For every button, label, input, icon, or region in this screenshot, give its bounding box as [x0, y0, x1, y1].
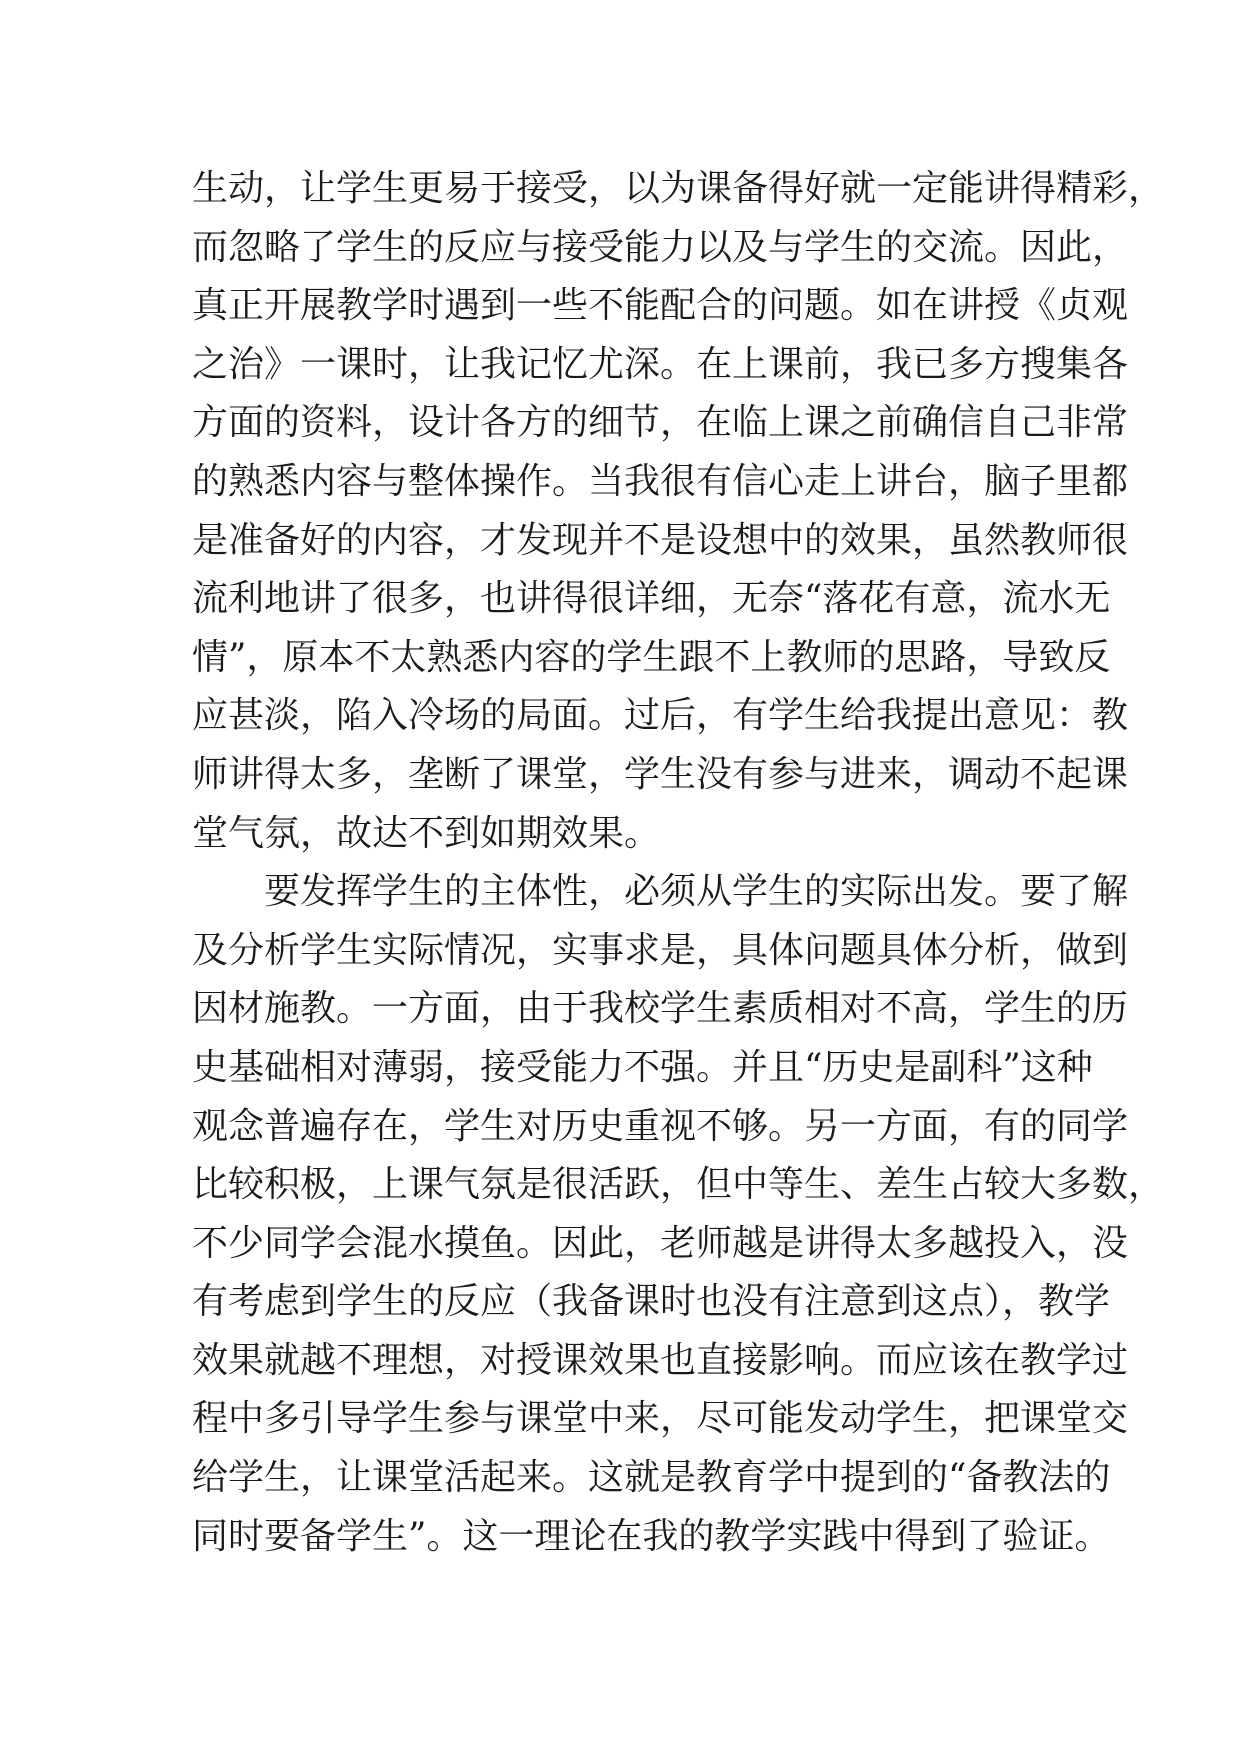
text-line: 师讲得太多，垄断了课堂，学生没有参与进来，调动不起课	[192, 753, 1129, 795]
text-line: 生动，让学生更易于接受，以为课备得好就一定能讲得精彩，	[192, 168, 1165, 209]
text-line: 之治》一课时，让我记忆尤深。在上课前，我已多方搜集各	[192, 343, 1129, 385]
text-line: 流利地讲了很多，也讲得很详细，无奈“落花有意，流水无	[192, 578, 1111, 620]
body-text	[192, 160, 1165, 1566]
text-line: 因材施教。一方面，由于我校学生素质相对不高，学生的历	[192, 988, 1129, 1030]
text-line: 是准备好的内容，才发现并不是设想中的效果，虽然教师很	[192, 519, 1129, 561]
text-line: 效果就越不理想，对授课效果也直接影响。而应该在教学过	[192, 1339, 1129, 1381]
text-line: 比较积极，上课气氛是很活跃，但中等生、差生占较大多数，	[192, 1164, 1165, 1206]
text-line: 程中多引导学生参与课堂中来，尽可能发动学生，把课堂交	[192, 1398, 1129, 1440]
text-line: 要发挥学生的主体性，必须从学生的实际出发。要了解	[264, 871, 1129, 913]
text-line: 而忽略了学生的反应与接受能力以及与学生的交流。因此，	[192, 226, 1129, 268]
text-line: 的熟悉内容与整体操作。当我很有信心走上讲台，脑子里都	[192, 460, 1129, 502]
text-line: 真正开展教学时遇到一些不能配合的问题。如在讲授《贞观	[192, 285, 1129, 327]
paragraph-2	[192, 863, 1165, 1566]
text-line: 堂气氛，故达不到如期效果。	[192, 812, 661, 854]
text-line: 及分析学生实际情况，实事求是，具体问题具体分析，做到	[192, 929, 1129, 971]
text-line: 给学生，让课堂活起来。这就是教育学中提到的“备教法的	[192, 1457, 1111, 1499]
text-line: 方面的资料，设计各方的细节，在临上课之前确信自己非常	[192, 402, 1129, 444]
text-line: 同时要备学生”。这一理论在我的教学实践中得到了验证。	[192, 1515, 1111, 1557]
text-line: 情”，原本不太熟悉内容的学生跟不上教师的思路，导致反	[192, 636, 1111, 678]
paragraph-1	[192, 160, 1165, 863]
text-line: 不少同学会混水摸鱼。因此，老师越是讲得太多越投入，没	[192, 1222, 1129, 1264]
text-line: 史基础相对薄弱，接受能力不强。并且“历史是副科”这种	[192, 1046, 1093, 1088]
text-line: 应甚淡，陷入冷场的局面。过后，有学生给我提出意见：教	[192, 695, 1129, 737]
text-line: 有考虑到学生的反应（我备课时也没有注意到这点），教学	[192, 1281, 1111, 1323]
text-line: 观念普遍存在，学生对历史重视不够。另一方面，有的同学	[192, 1105, 1129, 1147]
